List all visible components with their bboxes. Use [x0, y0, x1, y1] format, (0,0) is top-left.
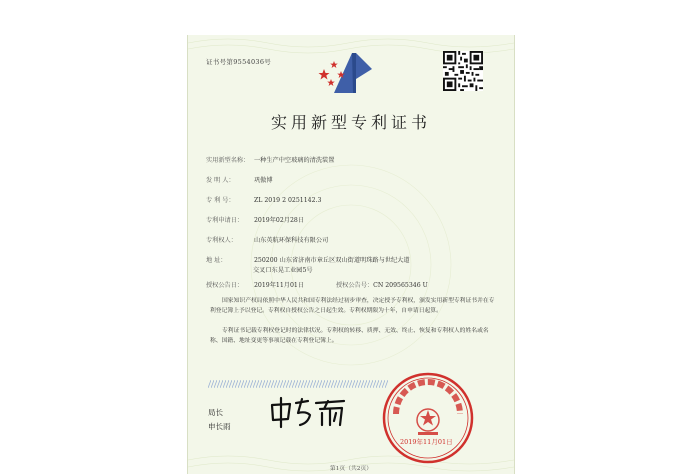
field-value: 一种生产中空玻璃的清洗装置	[254, 157, 335, 164]
paragraph-grant: 国家知识产权局依照中华人民共和国专利法经过初步审查，决定授予专利权，颁发实用新型专利证书并在专利登记簿上予以登记。专利权自授权公告之日起生效。专利权期限为十年，自申请日起算。	[210, 298, 495, 314]
director-signature	[268, 395, 348, 429]
field-label: 发 明 人：	[206, 177, 235, 184]
field-utility-model-name	[206, 155, 334, 164]
field-value: 山东英航环保科技有限公司	[254, 237, 329, 244]
qr-code-icon	[443, 51, 483, 91]
cnipa-logo	[314, 49, 374, 97]
field-label: 地 址：	[206, 257, 227, 264]
grant-pub-label: 授权公告号：	[336, 282, 374, 289]
field-value: 250200 山东省济南市章丘区双山街道明珠路与世纪大道	[254, 257, 410, 264]
field-patent-number	[206, 195, 321, 204]
field-label: 专利权人：	[206, 237, 237, 244]
director-name: 申长雨	[208, 422, 231, 431]
field-application-date	[206, 215, 304, 224]
grant-row	[206, 280, 428, 289]
field-label: 实用新型名称：	[206, 157, 250, 164]
certificate-number: 证书号第9554036号	[206, 58, 272, 66]
seal-date: 2019年11月01日	[400, 438, 453, 446]
field-patentee	[206, 235, 328, 244]
patent-certificate	[187, 35, 515, 474]
decorative-stripe	[208, 380, 388, 388]
field-label: 专利申请日：	[206, 217, 244, 224]
paragraph-legal-status: 专利证书记载专利权登记时的法律状况。专利权的转移、质押、无效、终止、恢复和专利权人的姓名或名称、国籍、地址变更等事项记载在专利登记簿上。	[210, 328, 489, 344]
field-value: ZL 2019 2 0251142.3	[254, 197, 322, 204]
field-label: 专 利 号：	[206, 197, 235, 204]
grant-date-value: 2019年11月01日	[254, 282, 305, 289]
address-line-2: 交叉口东晃工业园5号	[253, 267, 313, 274]
field-value: 2019年02月28日	[254, 217, 305, 224]
page-footer: 第1页（共2页）	[329, 466, 373, 472]
field-value: 巩傲博	[254, 177, 273, 184]
field-inventor	[206, 175, 273, 184]
official-seal	[380, 370, 476, 466]
grant-date-label: 授权公告日：	[206, 282, 244, 289]
certificate-title: 实用新型专利证书	[270, 113, 431, 132]
field-address	[206, 255, 410, 264]
grant-pub-value: CN 209565346 U	[373, 282, 428, 289]
director-title: 局长	[208, 408, 223, 417]
